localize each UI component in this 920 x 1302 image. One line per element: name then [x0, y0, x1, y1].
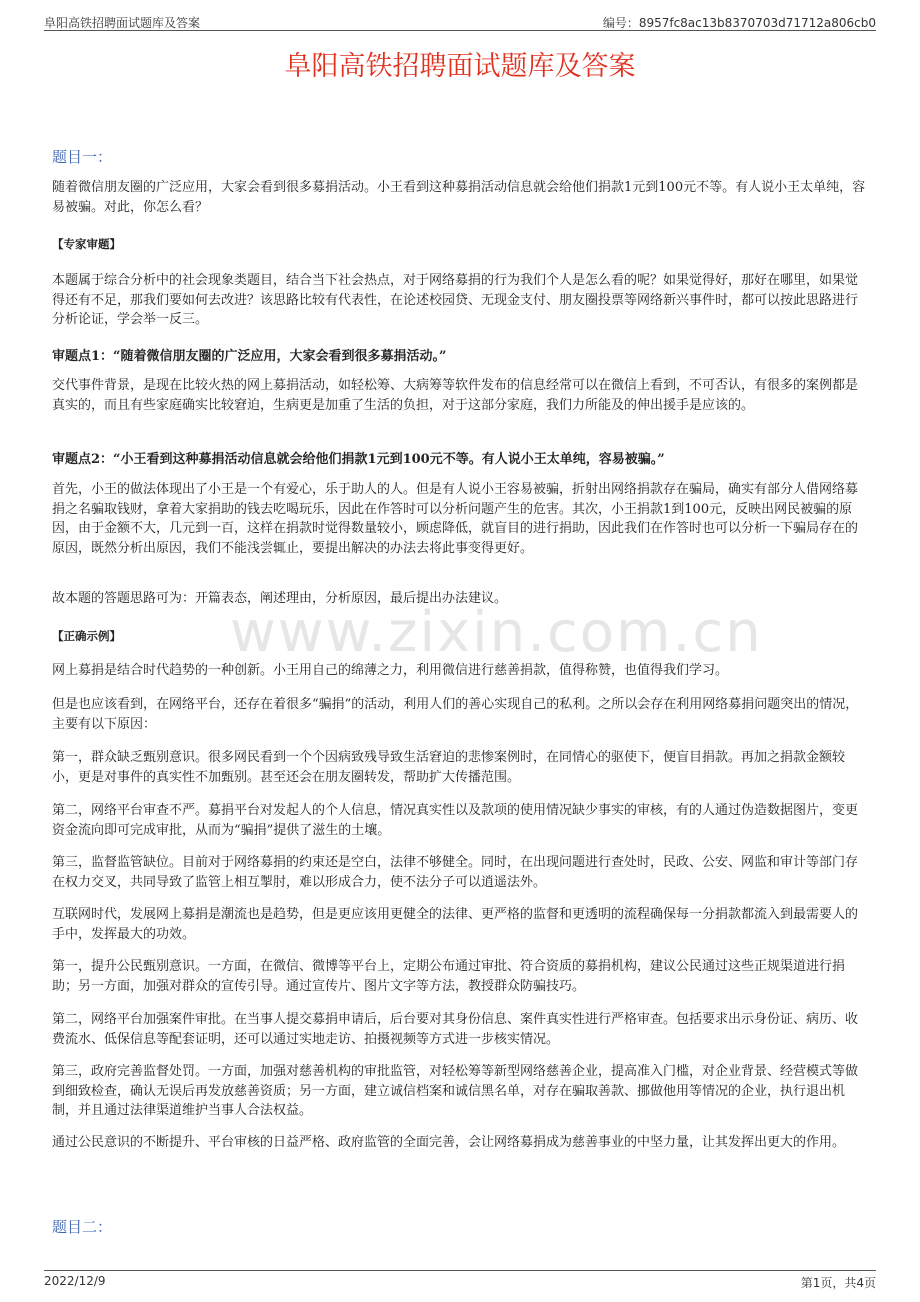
paragraph: 网上募捐是结合时代趋势的一种创新。小王用自己的绵薄之力，利用微信进行慈善捐款，值得称赞，也值得我们学习。: [52, 663, 729, 678]
paragraph: 本题属于综合分析中的社会现象类题目，结合当下社会热点，对于网络募捐的行为我们个人是怎么看的呢？如果觉得好，那好在哪里，如果觉得还有不足，那我们要如何去改进？该思路比较有代表性，在论述校园贷、无现金支付、朋友圈投票等网络新兴事件时，都可以按此思路进行分析论证，学会举一反三。: [52, 273, 859, 327]
paragraph: 故本题的答题思路可为：开篇表态，阐述理由，分析原因，最后提出办法建议。: [52, 591, 508, 606]
header-doc-id: 编号：8957fc8ac13b8370703d71712a806cb0: [602, 16, 876, 30]
heading-expert-review: 【专家审题】: [52, 237, 121, 251]
section-label-q1: 题目一：: [52, 148, 113, 166]
paragraph: 交代事件背景，是现在比较火热的网上募捐活动，如轻松筹、大病筹等软件发布的信息经常可以在微信上看到，不可否认，有很多的案例都是真实的，而且有些家庭确实比较窘迫，生病更是加重了生活的负担，对于这部分家庭，我们力所能及的伸出援手是应该的。: [52, 378, 859, 413]
footer-page-number: 第1页，共4页: [800, 1276, 876, 1290]
page-footer: [44, 1270, 876, 1290]
heading-sample-answer: 【正确示例】: [52, 629, 121, 643]
page-title: 阜阳高铁招聘面试题库及答案: [284, 51, 636, 82]
paragraph: 第一，群众缺乏甄别意识。很多网民看到一个个因病致残导致生活窘迫的悲惨案例时，在同情心的驱使下，便盲目捐款。再加之捐款金额较小，更是对事件的真实性不加甄别。甚至还会在朋友圈转发，帮助扩大传播范围。: [52, 750, 846, 785]
paragraph: 第三，政府完善监督处罚。一方面，加强对慈善机构的审批监管，对轻松筹等新型网络慈善企业，提高准入门槛，对企业背景、经营模式等做到细致检查，确认无误后再发放慈善资质；另一方面，建立诚信档案和诚信黑名单，对存在骗取善款、挪做他用等情况的企业，执行退出机制，并且通过法律渠道维护当事人合法权益。: [52, 1064, 859, 1118]
paragraph: 通过公民意识的不断提升、平台审核的日益严格、政府监管的全面完善，会让网络募捐成为慈善事业的中坚力量，让其发挥出更大的作用。: [52, 1135, 846, 1150]
footer-date: 2022/12/9: [44, 1274, 106, 1288]
paragraph: 第二，网络平台审查不严。募捐平台对发起人的个人信息，情况真实性以及款项的使用情况缺少事实的审核，有的人通过伪造数据图片，变更资金流向即可完成审批，从而为“骗捐”提供了滋生的土壤。: [52, 803, 859, 838]
header-doc-name: 阜阳高铁招聘面试题库及答案: [44, 16, 201, 30]
question-text: 随着微信朋友圈的广泛应用，大家会看到很多募捐活动。小王看到这种募捐活动信息就会给他们捐款1元到100元不等。有人说小王太单纯，容易被骗。对此，你怎么看？: [52, 180, 866, 215]
paragraph: 但是也应该看到，在网络平台，还存在着很多“骗捐”的活动，利用人们的善心实现自己的私利。之所以会存在利用网络募捐问题突出的情况，主要有以下原因：: [52, 697, 859, 732]
heading-point-2: 审题点2：“小王看到这种募捐活动信息就会给他们捐款1元到100元不等。有人说小王太单纯，容易被骗。”: [52, 452, 665, 467]
paragraph: 第三，监督监管缺位。目前对于网络募捐的约束还是空白，法律不够健全。同时，在出现问题进行查处时，民政、公安、网监和审计等部门存在权力交叉，共同导致了监管上相互掣肘，难以形成合力，使不法分子可以逍遥法外。: [52, 855, 859, 890]
watermark: www.zixin.com.cn: [230, 600, 763, 665]
paragraph: 第一，提升公民甄别意识。一方面，在微信、微博等平台上，定期公布通过审批、符合资质的募捐机构，建议公民通过这些正规渠道进行捐助；另一方面，加强对群众的宣传引导。通过宣传片、图片文字等方法，教授群众防骗技巧。: [52, 959, 846, 994]
paragraph: 第二，网络平台加强案件审批。在当事人提交募捐申请后，后台要对其身份信息、案件真实性进行严格审查。包括要求出示身份证、病历、收费流水、低保信息等配套证明，还可以通过实地走访、拍摄视频等方式进一步核实情况。: [52, 1012, 859, 1047]
section-label-q2: 题目二：: [52, 1218, 113, 1236]
paragraph: 首先，小王的做法体现出了小王是一个有爱心，乐于助人的人。但是有人说小王容易被骗，折射出网络捐款存在骗局，确实有部分人借网络募捐之名骗取钱财，拿着大家捐助的钱去吃喝玩乐，因此在作答时可以分析问题产生的危害。其次，小王捐款1到100元，反映出网民被骗的原因，由于金额不大，几元到一百，这样在捐款时觉得数量较小，顾虑降低，就盲目的进行捐助，因此我们在作答时也可以分析一下骗局存在的原因，既然分析出原因，我们不能浅尝辄止，要提出解决的办法去将此事变得更好。: [52, 482, 859, 556]
paragraph: 互联网时代，发展网上募捐是潮流也是趋势，但是更应该用更健全的法律、更严格的监督和更透明的流程确保每一分捐款都流入到最需要人的手中，发挥最大的功效。: [52, 907, 859, 942]
heading-point-1: 审题点1：“随着微信朋友圈的广泛应用，大家会看到很多募捐活动。”: [52, 349, 447, 364]
page-header: [44, 12, 876, 31]
